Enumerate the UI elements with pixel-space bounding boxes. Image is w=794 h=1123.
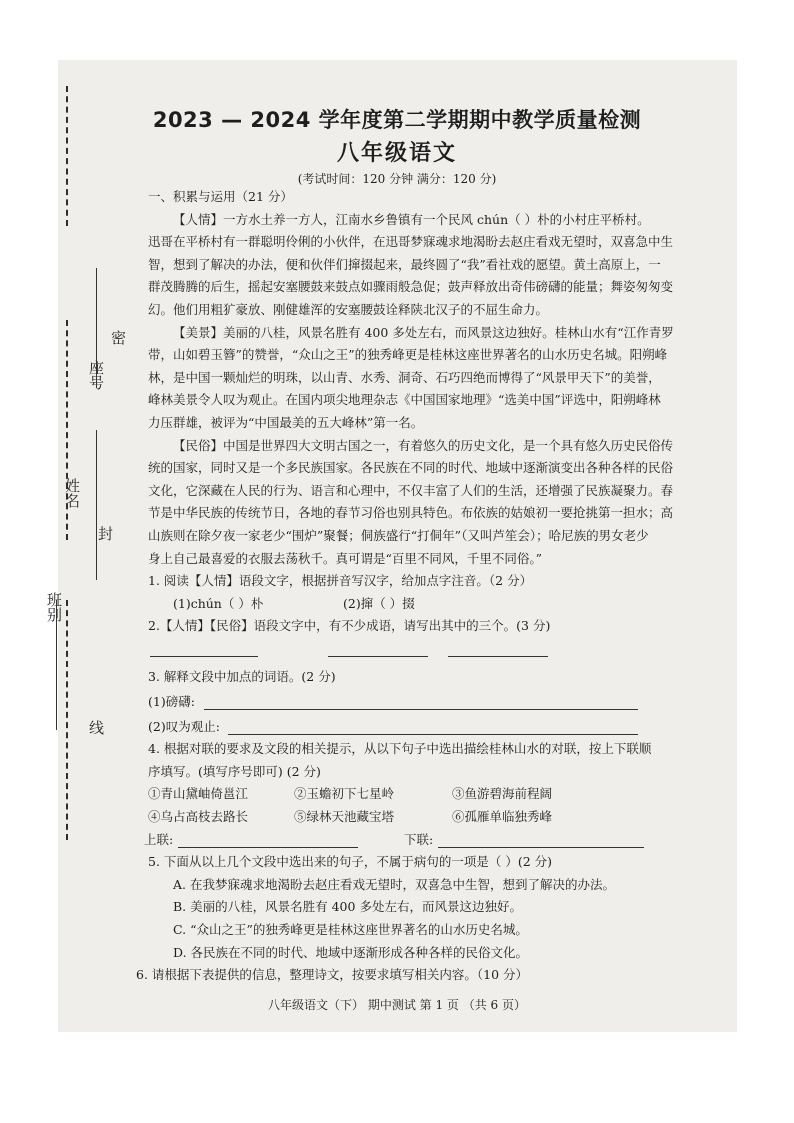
exam-subtitle: 八年级语文 bbox=[336, 141, 457, 166]
q3-answer-line-a[interactable] bbox=[204, 695, 638, 710]
passage-renqing bbox=[148, 209, 708, 322]
exam-body bbox=[136, 186, 708, 987]
q4-option: ④乌占高枝去路长 bbox=[148, 809, 249, 825]
q3-row-b bbox=[148, 716, 708, 739]
passage-line: 【人情】一方水土养一方人，江南水乡鲁镇有一个民风 chún（ ）朴的小村庄平桥村。 bbox=[173, 211, 650, 227]
passage-line: 峰林美景令人叹为观止。在国内项尖地理杂志《中国国家地理》“选美中国”评选中，阳朔峰林 bbox=[148, 392, 661, 408]
q4-upper-label: 上联: bbox=[144, 831, 174, 847]
passage-line: 力压群雄，被评为“中国最美的五大峰林”第一名。 bbox=[148, 414, 424, 430]
q5-option-a: A. 在我梦寐魂求地渴盼去赵庄看戏无望时，双喜急中生智，想到了解决的办法。 bbox=[173, 876, 615, 892]
question-2-answer-row bbox=[148, 638, 708, 661]
seal-char-feng: 封 bbox=[96, 526, 114, 541]
question-1-answers bbox=[148, 593, 708, 616]
passage-line: 文化，它深藏在人民的行为、语言和心理中，不仅丰富了人们的生活，还增强了民族凝聚力。春 bbox=[148, 482, 674, 498]
q3-answer-line-b[interactable] bbox=[228, 720, 638, 735]
passage-line: 群茂腾腾的后生，摇起安塞腰鼓来鼓点如骤雨般急促；鼓声释放出奇伟磅礴的能量；舞姿匆匆变 bbox=[148, 279, 674, 295]
exam-time-score: (考试时间：120 分钟 满分：120 分) bbox=[297, 172, 497, 186]
passage-line: 统的国家，同时又是一个多民族国家。各民族在不同的时代、地域中逐渐演变出各种各样的民俗 bbox=[148, 460, 674, 476]
q3-row-a bbox=[148, 691, 708, 714]
q4-lower-label: 下联: bbox=[404, 831, 434, 847]
q1-answer-cuan[interactable]: (2)撺（ ）掇 bbox=[343, 595, 415, 611]
question-5-stem: 5. 下面从以上几个文段中选出来的句子，不属于病句的一项是（ ）(2 分) bbox=[148, 854, 553, 870]
passage-line: 身上自己最喜爱的衣服去荡秋千。真可谓是“百里不同风，千里不同俗。” bbox=[148, 550, 543, 566]
q2-answer-line-2[interactable] bbox=[328, 642, 428, 657]
passage-line: 【美景】美丽的八桂，风景名胜有 400 多处左右，而风景这边独好。桂林山水有“江作青罗 bbox=[173, 324, 674, 340]
q4-answer-row bbox=[144, 829, 708, 852]
passage-line: 节是中华民族的传统节日，各地的春节习俗也别具特色。布依族的姑娘初一要抢挑第一担水；高 bbox=[148, 505, 674, 521]
passage-line: 幻。他们用粗犷豪放、刚健雄浑的安塞腰鼓诠释陕北汉子的不屈生命力。 bbox=[148, 301, 549, 317]
passage-line: 带，山如碧玉簪”的赞誉，“众山之王”的独秀峰更是桂林这座世界著名的山水历史名城。阳朔峰 bbox=[148, 347, 668, 363]
name-line bbox=[96, 430, 97, 580]
q4-option: ③鱼游碧海前程阔 bbox=[452, 786, 553, 802]
exam-title: 2023 — 2024 学年度第二学期期中教学质量检测 bbox=[152, 108, 642, 132]
q4-lower-answer-line[interactable] bbox=[438, 833, 644, 848]
seat-label: 座号 bbox=[87, 360, 105, 390]
q2-answer-line-1[interactable] bbox=[150, 642, 258, 657]
question-2-stem: 2.【人情】【民俗】语段文字中，有不少成语，请写出其中的三个。(3 分) bbox=[148, 618, 551, 634]
q4-options-row2 bbox=[148, 806, 708, 829]
q1-answer-chun[interactable]: (1)chún（ ）朴 bbox=[173, 595, 264, 611]
passage-line: 智，想到了解决的办法，便和伙伴们撺掇起来，最终圆了“我”看社戏的愿望。黄土高原上，一 bbox=[148, 256, 661, 272]
passage-line: 迅哥在平桥村有一群聪明伶俐的小伙伴，在迅哥梦寐魂求地渴盼去赵庄看戏无望时，双喜急中生 bbox=[148, 234, 674, 250]
q4-option: ⑤绿林天池藏宝塔 bbox=[294, 809, 395, 825]
section-heading: 一、积累与运用（21 分） bbox=[148, 189, 293, 204]
q3-label-bangbo: (1)磅礴: bbox=[148, 694, 195, 710]
class-label: 班别 bbox=[45, 592, 63, 622]
passage-line: 山族则在除夕夜一家老少“围炉”聚餐；侗族盛行“打侗年”（又叫芦笙会）；哈尼族的男女老少 bbox=[148, 527, 649, 543]
q4-option: ①青山黛岫倚邕江 bbox=[148, 786, 249, 802]
question-4-stem-line2: 序填写。(填写序号即可) (2 分) bbox=[148, 763, 321, 779]
seal-char-mi: 密 bbox=[109, 330, 127, 345]
question-3-stem: 3. 解释文段中加点的词语。(2 分) bbox=[148, 669, 336, 685]
passage-meijing bbox=[148, 322, 708, 435]
q4-option: ⑥孤雁单临独秀峰 bbox=[452, 809, 553, 825]
q4-option: ②玉蟾初下七星岭 bbox=[294, 786, 395, 802]
q5-option-d: D. 各民族在不同的时代、地域中逐渐形成各种各样的民俗文化。 bbox=[173, 944, 529, 960]
passage-line: 【民俗】中国是世界四大文明古国之一，有着悠久的历史文化，是一个具有悠久历史民俗传 bbox=[173, 437, 674, 453]
name-label: 姓名 bbox=[63, 478, 81, 508]
q2-answer-line-3[interactable] bbox=[448, 642, 548, 657]
seal-char-xian: 线 bbox=[87, 720, 105, 735]
passage-minsu bbox=[148, 435, 708, 571]
question-6-stem: 6. 请根据下表提供的信息，整理诗文，按要求填写相关内容。（10 分） bbox=[136, 967, 529, 983]
q4-upper-answer-line[interactable] bbox=[178, 833, 358, 848]
passage-line: 林，是中国一颗灿烂的明珠，以山青、水秀、洞奇、石巧四绝而博得了“风景甲天下”的美誉， bbox=[148, 369, 661, 385]
page-footer: 八年级语文（下） 期中测试 第 1 页 （共 6 页） bbox=[268, 998, 526, 1012]
q4-options-row1 bbox=[148, 783, 708, 806]
q5-option-c: C. “众山之王”的独秀峰更是桂林这座世界著名的山水历史名城。 bbox=[173, 922, 528, 937]
binding-dashed-line bbox=[66, 600, 68, 840]
question-1-stem: 1. 阅读【人情】语段文字，根据拼音写汉字，给加点字注音。（2 分） bbox=[148, 573, 533, 589]
q5-option-b: B. 美丽的八桂，风景名胜有 400 多处左右，而风景这边独好。 bbox=[173, 899, 522, 915]
question-4-stem-line1: 4. 根据对联的要求及文段的相关提示，从以下句子中选出描绘桂林山水的对联，按上下联顺 bbox=[148, 741, 652, 757]
q3-label-tanweiguanzhi: (2)叹为观止: bbox=[148, 718, 220, 734]
